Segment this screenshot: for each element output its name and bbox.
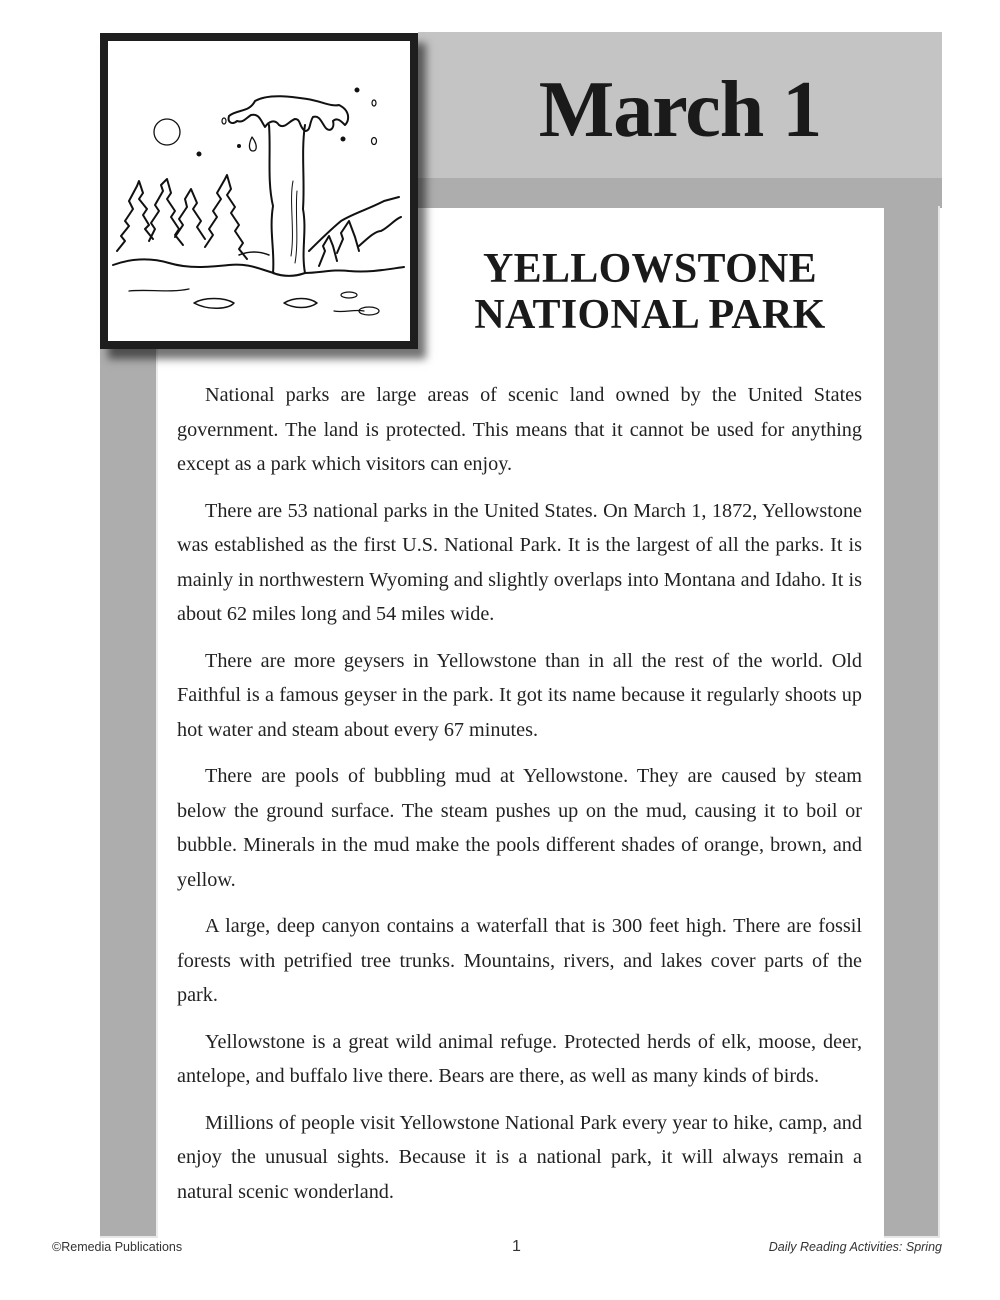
paragraph: There are more geysers in Yellowstone than in all the rest of the world. Old Faithful is a famous geyser in the park. It got its name because it regularly shoots up hot water and steam about every 67 minutes.: [177, 649, 862, 741]
publisher-credit: ©Remedia Publications: [52, 1240, 183, 1254]
article-title-line1: YELLOWSTONE: [483, 246, 817, 292]
book-title: Daily Reading Activities: Spring: [768, 1240, 942, 1254]
article-title: [430, 246, 870, 338]
paragraph: A large, deep canyon contains a waterfall that is 300 feet high. There are fossil forests with petrified tree trunks. Mountains, rivers, and lakes cover parts of the park.: [177, 915, 862, 1006]
frame-right-bar: [884, 206, 940, 1238]
paragraph: There are pools of bubbling mud at Yellowstone. They are caused by steam below the ground surface. The steam pushes up on the mud, causing it to boil or bubble. Minerals in the mud make the pools different shades of orange, brown, and yellow.: [177, 765, 862, 891]
paragraph: Millions of people visit Yellowstone National Park every year to hike, camp, and enjoy the unusual sights. Because it is a national park, it will always remain a natural scenic wonderland.: [177, 1111, 862, 1203]
page-title: March 1: [538, 66, 822, 154]
frame-left-bar: [100, 340, 158, 1238]
page-footer: [0, 1240, 1000, 1260]
paragraph: National parks are large areas of scenic land owned by the United States government. The land is protected. This means that it cannot be used for anything except as a park which visitors can enjoy.: [177, 384, 862, 475]
paragraph: Yellowstone is a great wild animal refuge. Protected herds of elk, moose, deer, antelope, and buffalo live there. Bears are there, as well as many kinds of birds.: [177, 1030, 862, 1087]
page-number: 1: [512, 1238, 521, 1255]
article-title-line2: NATIONAL PARK: [474, 292, 826, 338]
frame-top-bar: [418, 178, 942, 208]
geyser-illustration-icon: [108, 41, 410, 341]
illustration-frame: [100, 33, 418, 349]
article-body: [177, 378, 862, 1221]
paragraph: There are 53 national parks in the United States. On March 1, 1872, Yellowstone was established as the first U.S. National Park. It is the largest of all the parks. It is mainly in northwestern Wyoming and slightly overlaps into Montana and Idaho. It is about 62 miles long and 54 miles wide.: [177, 499, 862, 625]
